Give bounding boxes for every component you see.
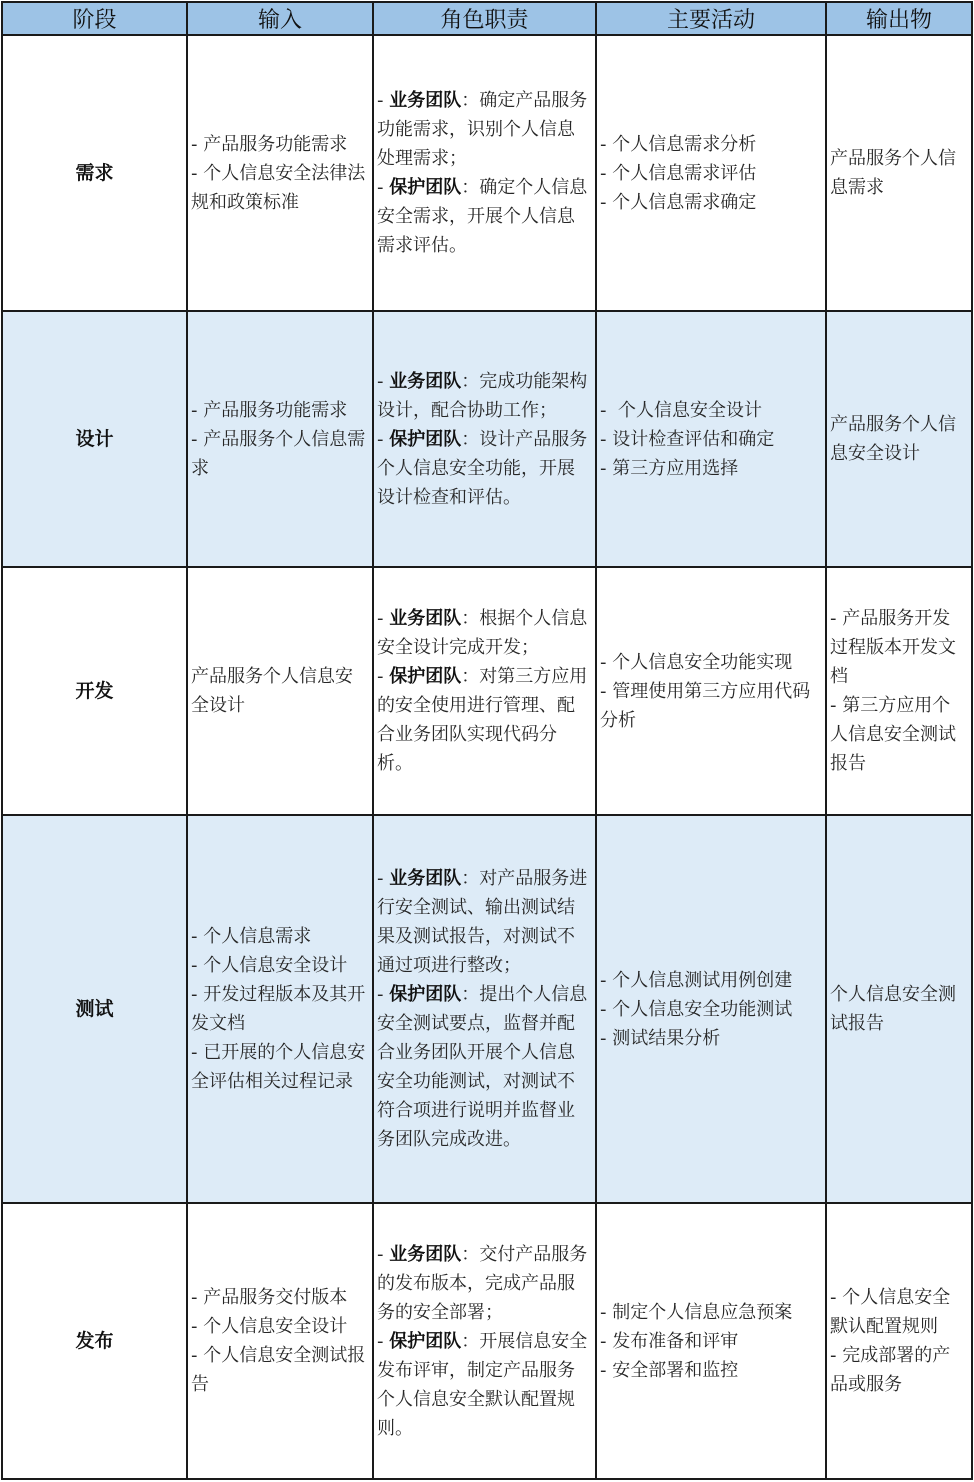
- table-row: [2, 1203, 972, 1479]
- output-item: - 个人信息安全默认配置规则: [830, 1287, 951, 1337]
- role-text: 提出个人信息安全测试要点，监督并配合业务团队开展个人信息安全功能测试，对测试不符合项进行说明并监督业务团队完成改进。: [377, 984, 588, 1150]
- outputs-cell: [826, 311, 972, 567]
- role-text: 确定个人信息安全需求，开展个人信息需求评估。: [377, 177, 588, 256]
- input-item: - 已开展的个人信息安全评估相关过程记录: [191, 1042, 366, 1092]
- table-row: [2, 311, 972, 567]
- role-entry: - 保护团队：提出个人信息安全测试要点，监督并配合业务团队开展个人信息安全功能测试，对测试不符合项进行说明并监督业务团队完成改进。: [377, 984, 588, 1150]
- role-text: 完成功能架构设计，配合协助工作；: [377, 370, 588, 421]
- header-input: 输入: [187, 2, 373, 35]
- stage-cell: 发布: [2, 1203, 187, 1479]
- input-item: - 产品服务功能需求: [191, 399, 348, 421]
- role-entry: - 业务团队：对产品服务进行安全测试、输出测试结果及测试报告，对测试不通过项进行整改；: [377, 868, 588, 976]
- outputs-cell: [826, 567, 972, 815]
- role-text: 设计产品服务个人信息安全功能，开展设计检查和评估。: [377, 428, 588, 508]
- activity-item: - 个人信息安全功能实现: [600, 651, 793, 673]
- team-name: 业务团队: [389, 90, 462, 111]
- role-text: 根据个人信息安全设计完成开发；: [377, 608, 588, 658]
- activity-item: - 制定个人信息应急预案: [600, 1301, 793, 1323]
- activities-cell: [596, 815, 826, 1203]
- output-item: 产品服务个人信息安全设计: [830, 414, 956, 464]
- role-text: 对产品服务进行安全测试、输出测试结果及测试报告，对测试不通过项进行整改；: [377, 868, 588, 976]
- activity-item: - 个人信息需求评估: [600, 162, 757, 184]
- header-activities: 主要活动: [596, 2, 826, 35]
- input-item: - 产品服务个人信息需求: [191, 428, 366, 479]
- roles-cell: [373, 311, 596, 567]
- role-entry: - 保护团队：开展信息安全发布评审，制定产品服务个人信息安全默认配置规则。: [377, 1330, 588, 1439]
- activity-item: - 第三方应用选择: [600, 457, 739, 479]
- lifecycle-table: [1, 1, 973, 1480]
- team-name: 保护团队: [389, 984, 462, 1005]
- role-text: 确定产品服务功能需求，识别个人信息处理需求；: [377, 90, 588, 169]
- role-entry: - 业务团队：根据个人信息安全设计完成开发；: [377, 608, 588, 658]
- activities-cell: [596, 311, 826, 567]
- team-name: 业务团队: [389, 1243, 462, 1265]
- outputs-cell: [826, 1203, 972, 1479]
- input-item: 产品服务个人信息安全设计: [191, 666, 353, 716]
- activity-item: - 个人信息安全设计: [600, 399, 762, 421]
- activity-item: - 管理使用第三方应用代码分析: [600, 680, 811, 731]
- role-text: 开展信息安全发布评审，制定产品服务个人信息安全默认配置规则。: [377, 1330, 588, 1439]
- role-entry: - 保护团队：对第三方应用的安全使用进行管理、配合业务团队实现代码分析。: [377, 666, 588, 774]
- table-row: [2, 567, 972, 815]
- role-entry: - 业务团队：完成功能架构设计，配合协助工作；: [377, 370, 588, 421]
- role-entry: - 业务团队：交付产品服务的发布版本，完成产品服务的安全部署；: [377, 1243, 588, 1323]
- activities-cell: [596, 1203, 826, 1479]
- activity-item: - 发布准备和评审: [600, 1330, 739, 1352]
- input-item: - 个人信息安全法律法规和政策标准: [191, 162, 366, 213]
- activities-cell: [596, 567, 826, 815]
- team-name: 保护团队: [389, 428, 462, 450]
- stage-cell: 开发: [2, 567, 187, 815]
- outputs-cell: [826, 815, 972, 1203]
- activity-item: - 个人信息需求分析: [600, 133, 757, 155]
- input-item: - 个人信息安全设计: [191, 955, 348, 976]
- table-row: [2, 35, 972, 311]
- team-name: 保护团队: [389, 1330, 462, 1352]
- activity-item: - 设计检查评估和确定: [600, 428, 775, 450]
- header-stage: 阶段: [2, 2, 187, 35]
- roles-cell: [373, 815, 596, 1203]
- role-entry: - 保护团队：设计产品服务个人信息安全功能，开展设计检查和评估。: [377, 428, 588, 508]
- input-item: - 产品服务交付版本: [191, 1287, 348, 1308]
- output-item: 个人信息安全测试报告: [830, 984, 956, 1034]
- outputs-cell: [826, 35, 972, 311]
- header-roles: 角色职责: [373, 2, 596, 35]
- activity-item: - 个人信息测试用例创建: [600, 969, 793, 991]
- input-cell: [187, 311, 373, 567]
- input-item: - 产品服务功能需求: [191, 133, 348, 155]
- output-item: 产品服务个人信息需求: [830, 148, 956, 198]
- input-cell: [187, 1203, 373, 1479]
- team-name: 业务团队: [389, 608, 462, 629]
- input-cell: [187, 815, 373, 1203]
- role-text: 交付产品服务的发布版本，完成产品服务的安全部署；: [377, 1243, 588, 1323]
- output-item: - 完成部署的产品或服务: [830, 1345, 951, 1395]
- output-item: - 产品服务开发过程版本开发文档: [830, 608, 956, 687]
- role-entry: - 保护团队：确定个人信息安全需求，开展个人信息需求评估。: [377, 177, 588, 256]
- input-cell: [187, 35, 373, 311]
- roles-cell: [373, 1203, 596, 1479]
- stage-cell: 测试: [2, 815, 187, 1203]
- header-row: [2, 2, 972, 35]
- input-item: - 个人信息安全设计: [191, 1316, 348, 1337]
- stage-cell: 需求: [2, 35, 187, 311]
- input-item: - 个人信息需求: [191, 926, 312, 947]
- header-outputs: 输出物: [826, 2, 972, 35]
- stage-cell: 设计: [2, 311, 187, 567]
- activity-item: - 测试结果分析: [600, 1027, 721, 1049]
- input-cell: [187, 567, 373, 815]
- roles-cell: [373, 35, 596, 311]
- role-text: 对第三方应用的安全使用进行管理、配合业务团队实现代码分析。: [377, 666, 588, 774]
- team-name: 业务团队: [389, 868, 462, 889]
- team-name: 保护团队: [389, 666, 462, 687]
- activity-item: - 安全部署和监控: [600, 1359, 739, 1381]
- role-entry: - 业务团队：确定产品服务功能需求，识别个人信息处理需求；: [377, 90, 588, 169]
- roles-cell: [373, 567, 596, 815]
- team-name: 业务团队: [389, 370, 462, 392]
- activity-item: - 个人信息安全功能测试: [600, 998, 793, 1020]
- output-item: - 第三方应用个人信息安全测试报告: [830, 695, 956, 774]
- activities-cell: [596, 35, 826, 311]
- activity-item: - 个人信息需求确定: [600, 191, 757, 213]
- team-name: 保护团队: [389, 177, 462, 198]
- input-item: - 开发过程版本及其开发文档: [191, 984, 366, 1034]
- table-row: [2, 815, 972, 1203]
- input-item: - 个人信息安全测试报告: [191, 1345, 366, 1395]
